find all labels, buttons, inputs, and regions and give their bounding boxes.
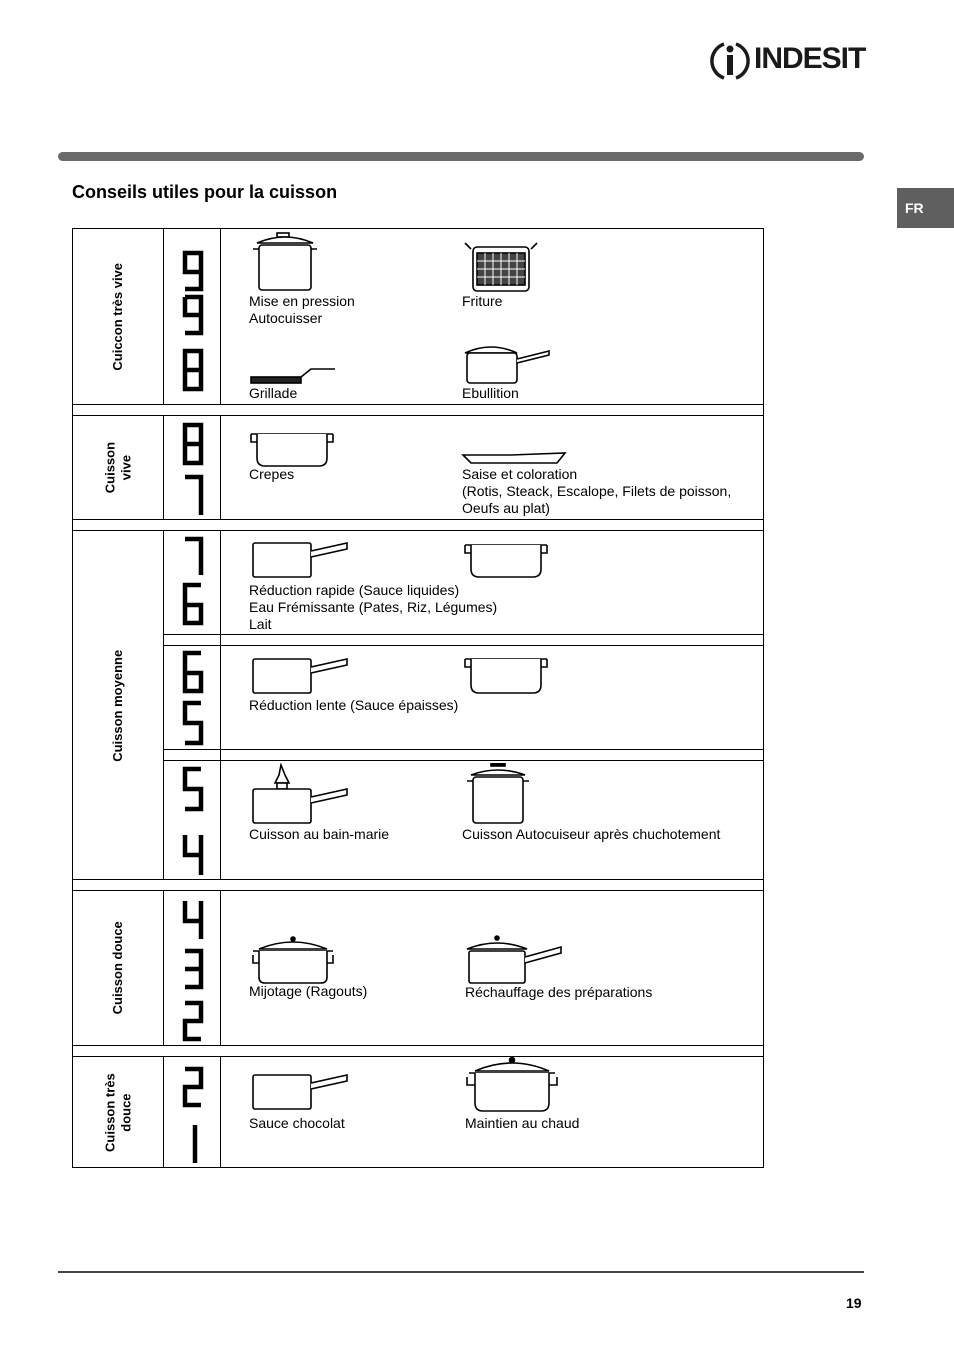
label-crepes: Crepes	[249, 466, 295, 482]
saucepan-icon	[251, 541, 349, 579]
pressure-cooker-icon	[463, 763, 533, 825]
reheat-pan-icon	[465, 935, 563, 985]
label-grillade: Grillade	[249, 385, 298, 401]
language-tab: FR	[897, 188, 954, 228]
category-tres-douce: Cuisson très douce	[102, 1073, 133, 1152]
label-mijotage: Mijotage (Ragouts)	[249, 983, 368, 999]
level-digit-5	[185, 703, 201, 743]
stew-pot-icon	[251, 935, 335, 985]
level-digit-5b	[185, 769, 201, 809]
power-levels	[165, 229, 221, 1169]
top-divider-bar	[58, 152, 864, 161]
level-digit-6	[185, 585, 201, 623]
label-autocuiseur: Cuisson Autocuiseur après chuchotement	[462, 826, 721, 842]
level-digit-3	[185, 951, 201, 987]
level-digit-8	[185, 351, 201, 389]
page-number: 19	[846, 1295, 862, 1311]
label-rechauffage: Réchauffage des préparations	[465, 984, 653, 1000]
level-digit-2b	[185, 1069, 201, 1105]
indesit-logo	[710, 38, 870, 84]
level-digit-9b	[185, 297, 201, 333]
label-pression: Mise en pression Autocuisser	[249, 293, 355, 326]
label-friture: Friture	[462, 293, 503, 309]
label-saise: Saise et coloration (Rotis, Steack, Escalope, Filets de poisson, Oeufs au plat)	[462, 466, 732, 516]
warming-pot-icon	[465, 1055, 559, 1113]
category-tres-vive: Cuiccon très vive	[110, 262, 126, 371]
saute-pan-icon	[461, 451, 567, 465]
chocolate-saucepan-icon	[251, 1073, 349, 1111]
level-digit-7	[185, 477, 201, 515]
label-bain-marie: Cuisson au bain-marie	[249, 826, 390, 842]
level-digit-2	[185, 1003, 201, 1039]
pressure-pot-icon	[251, 231, 321, 293]
label-ebullition: Ebullition	[462, 385, 519, 401]
fryer-icon	[463, 239, 539, 293]
indesit-logo-mark	[710, 38, 754, 84]
level-digit-6b	[185, 653, 201, 691]
stockpot-icon	[463, 543, 549, 579]
brand-name: INDESIT	[754, 42, 866, 75]
stockpot-icon-2	[463, 657, 549, 695]
label-reduction-lente: Réduction lente (Sauce épaisses)	[249, 697, 459, 713]
category-moyenne: Cuisson moyenne	[110, 649, 126, 762]
bain-marie-icon	[251, 763, 349, 825]
page-title: Conseils utiles pour la cuisson	[72, 182, 338, 202]
level-digit-4b	[185, 901, 201, 939]
label-reduction-rapide: Réduction rapide (Sauce liquides) Eau Frémissante (Pates, Riz, Légumes) Lait	[249, 582, 498, 632]
cooking-table	[72, 228, 764, 1168]
label-maintien: Maintien au chaud	[465, 1115, 580, 1131]
level-digit-8b	[185, 425, 201, 463]
bottom-divider	[58, 1271, 864, 1273]
level-digit-7b	[185, 539, 201, 575]
saucepan-icon-2	[251, 655, 349, 695]
crepe-pan-icon	[249, 432, 335, 468]
category-vive: Cuisson vive	[102, 441, 133, 494]
level-digit-9	[185, 253, 201, 289]
label-chocolat: Sauce chocolat	[249, 1115, 345, 1131]
boiling-pot-icon	[461, 341, 551, 385]
category-douce: Cuisson douce	[110, 921, 126, 1015]
level-digit-4	[185, 835, 201, 875]
